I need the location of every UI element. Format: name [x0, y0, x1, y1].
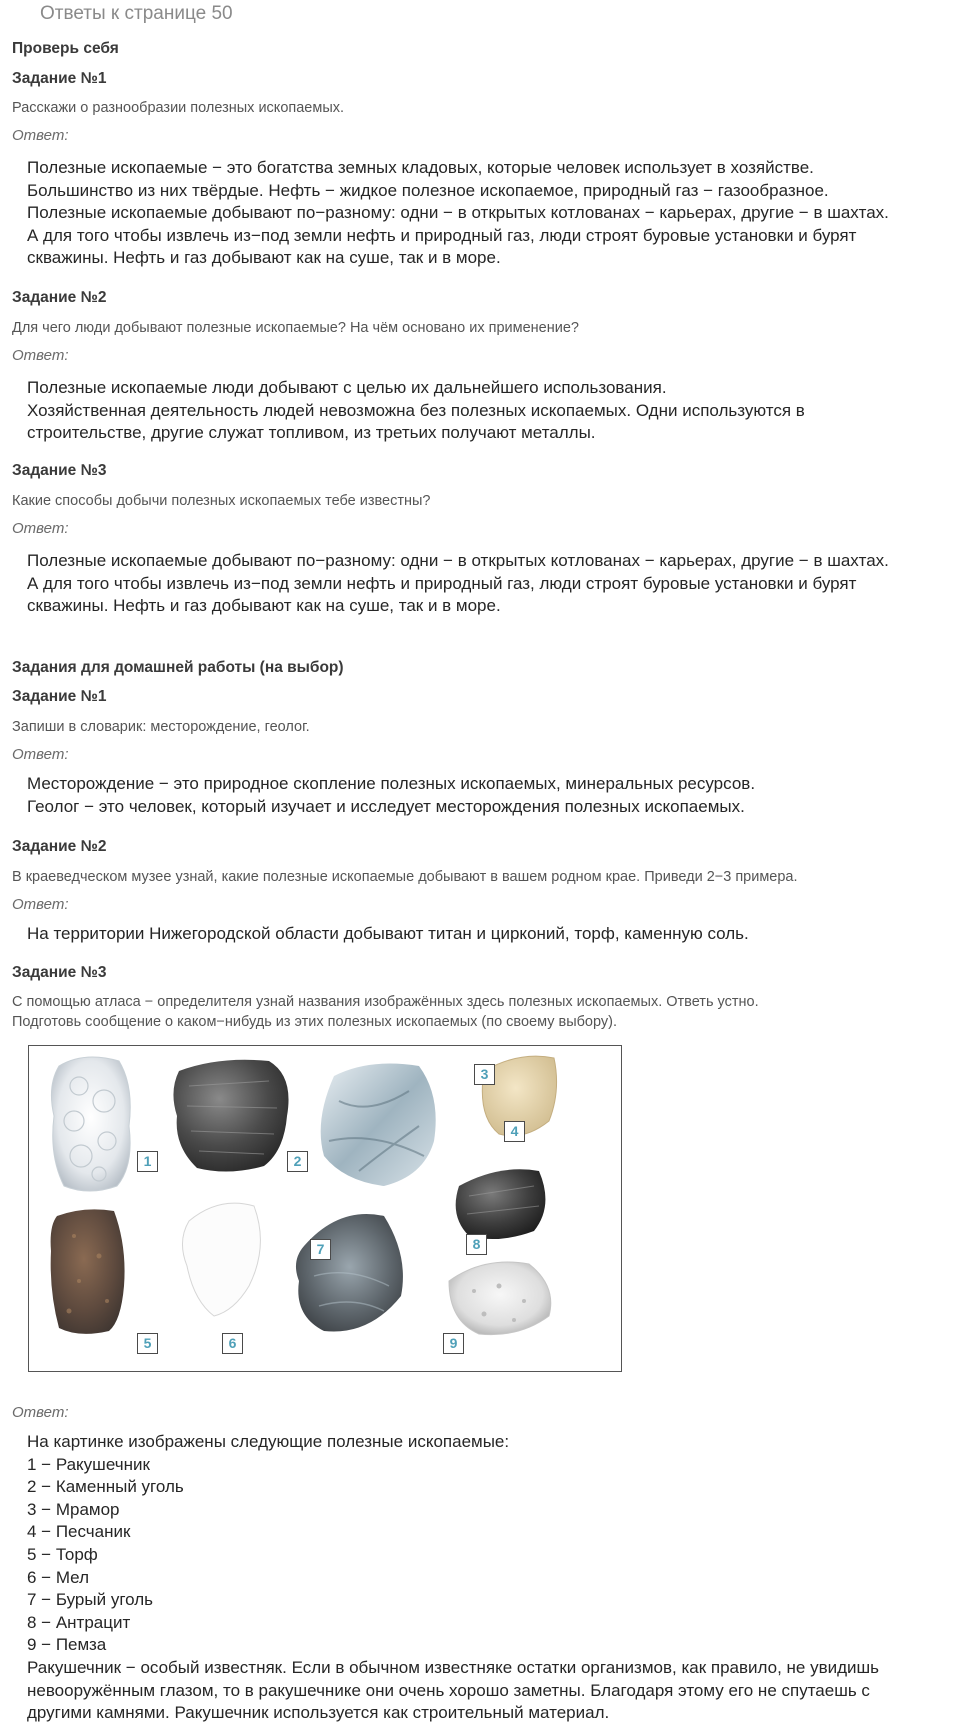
task-label: Задание №3	[12, 964, 107, 981]
answer-body	[27, 923, 962, 946]
answer-line: 4 − Песчаник	[27, 1522, 131, 1542]
answer-line: А для того чтобы извлечь из−под земли нефть и природный газ, люди строят буровые установки и бурят	[27, 573, 857, 593]
figure-number: 7	[310, 1239, 331, 1260]
answer-line: Полезные ископаемые − это богатства земных кладовых, которые человек использует в хозяйстве.	[27, 158, 814, 177]
answer-line: Полезные ископаемые люди добывают с целью их дальнейшего использования.	[27, 378, 667, 397]
mineral-pumice	[449, 1262, 551, 1335]
task-label: Задание №2	[12, 289, 107, 306]
answer-line: 8 − Антрацит	[27, 1612, 131, 1632]
section-title-home: Задания для домашней работы (на выбор)	[12, 659, 344, 676]
figure-number: 9	[443, 1333, 464, 1354]
answer-line: 9 − Пемза	[27, 1635, 107, 1655]
answer-line: Хозяйственная деятельность людей невозможна без полезных ископаемых. Одни используются в	[27, 400, 805, 420]
task-label: Задание №2	[12, 838, 107, 855]
task-question: Расскажи о разнообразии полезных ископаемых.	[12, 100, 345, 116]
answer-body	[27, 1431, 962, 1725]
figure-number: 1	[137, 1151, 158, 1172]
answer-line: скважины. Нефть и газ добывают как на суше, так и в море.	[27, 248, 501, 268]
answer-line: А для того чтобы извлечь из−под земли нефть и природный газ, люди строят буровые установки и бурят	[27, 225, 857, 245]
answer-line: 5 − Торф	[27, 1544, 98, 1564]
answer-line: Полезные ископаемые добывают по−разному: одни − в открытых котлованах − карьерах, другие − в шахтах.	[27, 203, 889, 223]
answer-line: невооружённым глазом, то в ракушечнике они очень хорошо заметны. Благодаря этому его не спутаешь с	[27, 1680, 870, 1700]
figure-number: 6	[222, 1333, 243, 1354]
answer-line: На картинке изображены следующие полезные ископаемые:	[27, 1432, 510, 1451]
answer-label: Ответ:	[12, 746, 69, 763]
section-title-check: Проверь себя	[12, 40, 119, 57]
figure-number: 2	[287, 1151, 308, 1172]
task-question: Для чего люди добывают полезные ископаемые? На чём основано их применение?	[12, 320, 579, 336]
minerals-illustration	[29, 1046, 621, 1371]
answer-line: другими камнями. Ракушечник используется как строительный материал.	[27, 1703, 610, 1723]
task-label: Задание №1	[12, 688, 107, 705]
mineral-shell-rock	[51, 1057, 130, 1191]
answer-line: Большинство из них твёрдые. Нефть − жидкое полезное ископаемое, природный газ − газообразное.	[27, 180, 829, 200]
answer-line: Ракушечник − особый известняк. Если в обычном известняке остатки организмов, как правило, не увидишь	[27, 1657, 880, 1677]
task-label: Задание №1	[12, 70, 107, 87]
figure-number: 4	[504, 1121, 525, 1142]
mineral-marble	[321, 1064, 436, 1186]
answer-label: Ответ:	[12, 1404, 69, 1421]
mineral-chalk	[182, 1203, 260, 1316]
figure-number: 3	[474, 1064, 495, 1085]
answer-label: Ответ:	[12, 347, 69, 364]
answer-line: 1 − Ракушечник	[27, 1454, 150, 1474]
answer-body	[27, 550, 962, 618]
question-line: С помощью атласа − определителя узнай названия изображённых здесь полезных ископаемых. Ответь устно.	[12, 994, 759, 1010]
answer-label: Ответ:	[12, 520, 69, 537]
answer-line: На территории Нижегородской области добывают титан и цирконий, торф, каменную соль.	[27, 924, 749, 943]
answer-line: 7 − Бурый уголь	[27, 1590, 153, 1610]
answer-label: Ответ:	[12, 127, 69, 144]
page-heading: Ответы к странице 50	[40, 3, 233, 24]
task-label: Задание №3	[12, 462, 107, 479]
task-question: Какие способы добычи полезных ископаемых тебе известны?	[12, 493, 431, 509]
answer-body	[27, 157, 962, 270]
answer-line: Месторождение − это природное скопление полезных ископаемых, минеральных ресурсов.	[27, 774, 756, 793]
minerals-figure	[28, 1045, 622, 1372]
figure-number: 8	[466, 1234, 487, 1255]
mineral-coal	[173, 1060, 288, 1172]
answer-line: 2 − Каменный уголь	[27, 1477, 184, 1497]
answer-line: строительстве, другие служат топливом, из третьих получают металлы.	[27, 423, 596, 443]
mineral-peat	[51, 1209, 125, 1334]
answer-body	[27, 377, 962, 445]
answer-label: Ответ:	[12, 896, 69, 913]
answer-line: Геолог − это человек, который изучает и исследует месторождения полезных ископаемых.	[27, 796, 745, 816]
answer-line: скважины. Нефть и газ добывают как на суше, так и в море.	[27, 596, 501, 616]
question-line: Подготовь сообщение о каком−нибудь из этих полезных ископаемых (по своему выбору).	[12, 1014, 617, 1030]
answer-body	[27, 773, 962, 818]
answer-line: 6 − Мел	[27, 1567, 89, 1587]
figure-number: 5	[137, 1333, 158, 1354]
task-question	[12, 992, 952, 1032]
task-question: В краеведческом музее узнай, какие полезные ископаемые добывают в вашем родном крае. Приведи 2−3 примера.	[12, 869, 798, 885]
answer-line: 3 − Мрамор	[27, 1499, 120, 1519]
mineral-anthracite	[456, 1169, 546, 1239]
answer-line: Полезные ископаемые добывают по−разному: одни − в открытых котлованах − карьерах, другие − в шахтах.	[27, 551, 889, 570]
task-question: Запиши в словарик: месторождение, геолог.	[12, 719, 310, 735]
